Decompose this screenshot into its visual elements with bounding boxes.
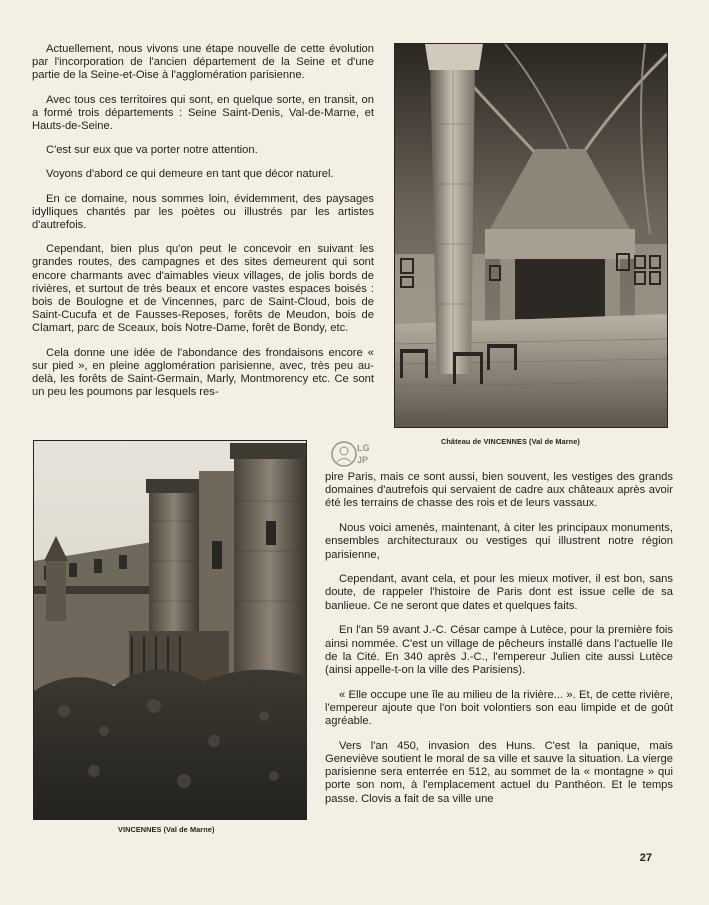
paragraph: pire Paris, mais ce sont aussi, bien souvent, les vestiges des grands domaines d'autrefois qui servaient de cadre aux châteaux après avoir été les terrains de chasse des rois et de leurs vassaux. bbox=[325, 471, 673, 510]
text-column-bottom-right bbox=[325, 471, 673, 817]
paragraph: Actuellement, nous vivons une étape nouvelle de cette évolution par l'incorporation de l'ancien département de la Seine et d'une partie de la Seine-et-Oise à l'agglomération parisienne. bbox=[32, 43, 374, 82]
paragraph: Vers l'an 450, invasion des Huns. C'est la panique, mais Geneviève soutient le moral de sa ville et sauve la situation. La vierge parisienne sera enterrée en 512, au sommet de la « montagne » qui porte son nom, à l'emplacement actuel du Panthéon. Et le temps passe. Clovis a fait de sa ville une bbox=[325, 739, 673, 805]
photo-caption: VINCENNES (Val de Marne) bbox=[118, 825, 215, 834]
chateau-interior-photo bbox=[394, 43, 668, 428]
paragraph: Cependant, bien plus qu'on peut le concevoir en suivant les grandes routes, des campagnes et des sites demeurent qui sont encore charmants avec d'aimables vieux villages, de jolis bords de rivières, et surtout de très beaux et encore vastes espaces boisés : bois de Boulogne et de Vincennes, parc de Saint-Cloud, bois de Saint-Cucufa et de Fausses-Reposes, forêts de Meudon, bois de Clamart, parc de Sceaux, bois Notre-Dame, forêt de Bondy, etc. bbox=[32, 243, 374, 335]
paragraph: Voyons d'abord ce qui demeure en tant que décor naturel. bbox=[46, 168, 334, 181]
photo-caption: Château de VINCENNES (Val de Marne) bbox=[441, 437, 580, 446]
stamp-logo-icon bbox=[328, 437, 376, 471]
library-stamp bbox=[328, 437, 376, 471]
paragraph: En ce domaine, nous sommes loin, évidemment, des paysages idylliques chantés par les poètes ou illustrés par les artistes d'autrefois. bbox=[32, 192, 374, 232]
paragraph: En l'an 59 avant J.-C. César campe à Lutèce, pour la première fois ainsi nommée. C'est un village de pêcheurs installé dans l'actuelle Ile de la Cité. En 340 après J.-C., l'empereur Julien cite aussi Lutèce (ainsi appelle-t-on la ville des Parisiens). bbox=[325, 624, 673, 676]
vaulted-hall-illustration bbox=[395, 44, 667, 427]
paragraph: Cela donne une idée de l'abondance des frondaisons encore « sur pied », en pleine agglomération parisienne, avec, très peu au-delà, les forêts de Saint-Germain, Marly, Montmorency etc. Ce sont un peu les poumons par lesquels res- bbox=[32, 346, 374, 399]
page-number: 27 bbox=[639, 852, 652, 864]
castle-tower-illustration bbox=[34, 441, 306, 819]
paragraph: Nous voici amenés, maintenant, à citer les principaux monuments, ensembles architecturaux ou vestiges qui illustrent notre région parisienne, bbox=[325, 522, 673, 561]
paragraph: Avec tous ces territoires qui sont, en quelque sorte, en transit, on a formé trois départements : Seine Saint-Denis, Val-de-Marne, et Hauts-de-Seine. bbox=[32, 93, 374, 133]
vincennes-exterior-photo bbox=[33, 440, 307, 820]
svg-text:LG: LG bbox=[357, 443, 370, 453]
paragraph: C'est sur eux que va porter notre attention. bbox=[46, 144, 258, 157]
paragraph: « Elle occupe une île au milieu de la rivière... ». Et, de cette rivière, l'empereur ajoute que l'on boit volontiers son eau limpide et de goût agréable. bbox=[325, 688, 673, 728]
svg-text:JP: JP bbox=[357, 455, 369, 465]
paragraph: Cependant, avant cela, et pour les mieux motiver, il est bon, sans doute, de rappeler l'histoire de Paris dont est issue celle de sa banlieue. Ce ne seront que dates et quelques faits. bbox=[325, 573, 673, 612]
text-column-top-left bbox=[32, 43, 374, 410]
